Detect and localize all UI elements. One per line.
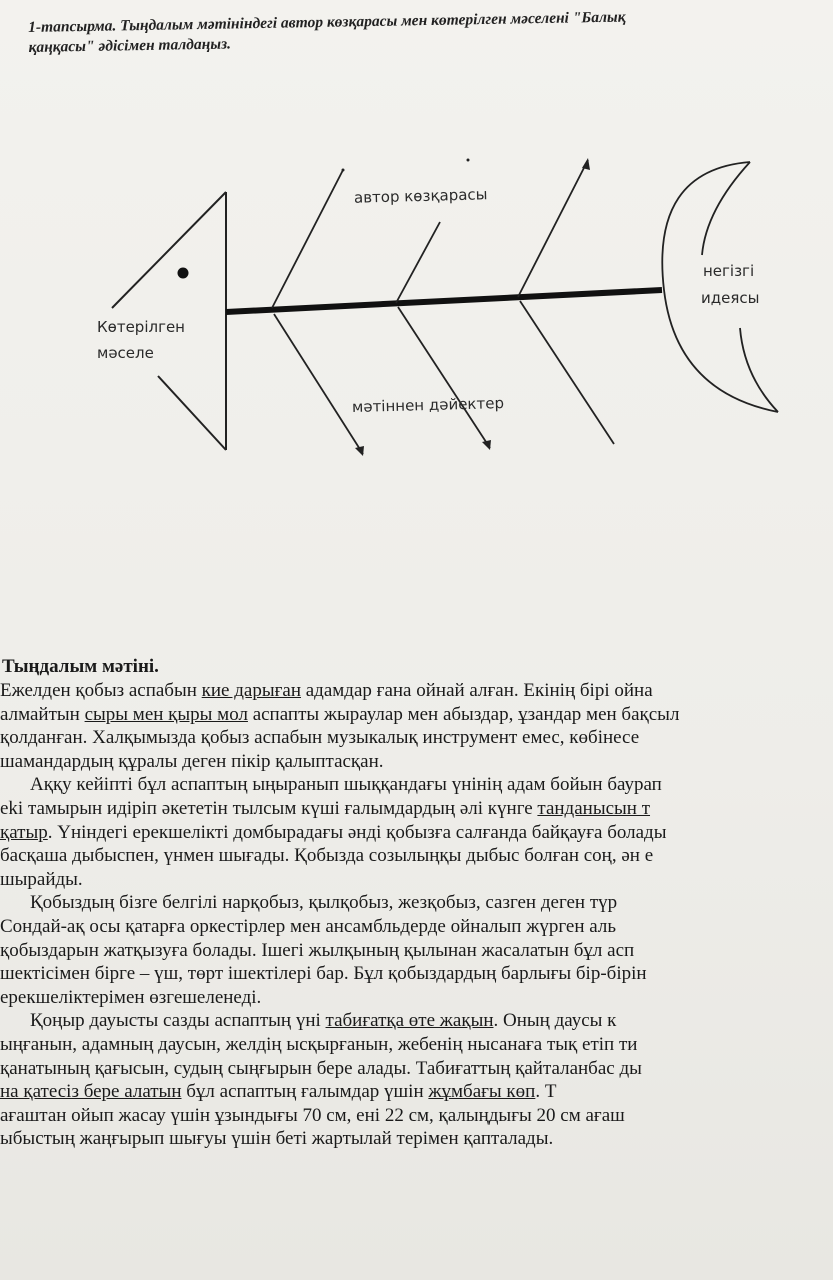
text-line: ағаштан ойып жасау үшін ұзындығы 70 см, ені 22 см, қалыңдығы 20 см ағаш: [0, 1104, 625, 1126]
text-line: [0, 797, 833, 821]
underlined-phrase: қатыр: [0, 821, 48, 843]
fish-eye: [178, 268, 189, 279]
text-heading: Тыңдалым мәтіні.: [2, 656, 159, 677]
text-span: . Т: [535, 1081, 557, 1103]
text-line: басқаша дыбыспен, үнмен шығады. Қобызда созылыңқы дыбыс болған соң, ән е: [0, 845, 654, 867]
fish-spine: [226, 290, 662, 312]
underlined-phrase: жұмбағы көп: [428, 1081, 536, 1103]
task-text-line1: Тыңдалым мәтініндегі автор көзқарасы мен көтерілген мәселені "Балық: [116, 8, 626, 35]
underlined-phrase: сыры мен қыры мол: [84, 703, 248, 725]
underlined-phrase: табиғатқа өте жақын: [325, 1010, 494, 1032]
text-span: Ежелден қобыз аспабын: [0, 680, 202, 701]
text-line: Аққу кейіпті бұл аспаптың ыңыранып шыққандағы үнінің адам бойын баурап: [30, 774, 662, 796]
label-problem-1: Көтерілген: [97, 318, 185, 336]
text-line: шектісімен бірге – үш, төрт ішектілері бар. Бұл қобыздардың барлығы бір-бірін: [0, 963, 647, 985]
text-span: . Үніндегі ерекшелікті домбырадағы әнді қобызға салғанда байқауға болады: [47, 821, 667, 843]
underlined-phrase: на қатесіз бере алатын: [0, 1081, 182, 1103]
listening-text: [0, 655, 833, 1151]
text-line: ерекшеліктерімен өзгешеленеді.: [0, 986, 262, 1008]
text-line: Қобыздың бізге белгілі нарқобыз, қылқобыз, жезқобыз, сазген деген түр: [30, 892, 618, 914]
text-line: [0, 1009, 833, 1033]
text-line: [0, 679, 833, 703]
task-text-line2: қаңқасы" әдісімен талдаңыз.: [28, 35, 232, 56]
text-line: қанатының қағысын, судың сыңғырын бере алады. Табиғаттың қайталанбас ды: [0, 1057, 642, 1079]
text-span: Қоңыр дауысты сазды аспаптың үні: [30, 1010, 326, 1032]
underlined-phrase: танданысын т: [537, 797, 651, 819]
text-span: ekі тамырын идіріп әкететін тылсым күші ғалымдардың әлі күнге: [0, 797, 538, 819]
text-line: Сондай-ақ осы қатарға оркестірлер мен ансамбльдерде ойналып жүрген аль: [0, 915, 616, 937]
underlined-phrase: кие дарыған: [201, 680, 301, 701]
text-line: [0, 1080, 833, 1104]
text-line: қолданған. Халқымызда қобыз аспабын музыкалық инструмент емес, көбінесе: [0, 727, 640, 749]
label-main-idea-1: негізгі: [703, 262, 755, 280]
text-line: [0, 703, 833, 727]
text-span: аспапты жыраулар мен абыздар, ұзандар мен бақсыл: [247, 703, 680, 725]
label-problem-2: мәселе: [97, 344, 154, 362]
text-line: шамандардың құралы деген пікір қалыптасқан.: [0, 750, 384, 772]
text-line: қобыздарын жатқызуға болады. Ішегі жылқының қылынан жасалатын бұл асп: [0, 939, 635, 961]
label-author-view: автор көзқарасы: [353, 185, 488, 207]
text-line: шырайды.: [0, 868, 83, 890]
text-span: бұл аспаптың ғалымдар үшін: [181, 1081, 429, 1103]
text-line: ыңғанын, адамның даусын, желдің ысқырғанын, жебенің нысанаға тық етіп ти: [0, 1033, 638, 1055]
text-span: адамдар ғана ойнай алған. Екінің бірі ойна: [301, 680, 653, 701]
text-line: ыбыстың жаңғырып шығуы үшін беті жартылай терімен қапталады.: [0, 1128, 554, 1150]
text-span: . Оның даусы к: [493, 1010, 617, 1032]
task-number: 1-тапсырма.: [28, 17, 117, 36]
task-instruction: [28, 4, 829, 58]
text-line: [0, 821, 833, 845]
label-evidence: мәтіннен дәйектер: [351, 394, 505, 416]
label-main-idea-2: идеясы: [701, 289, 760, 307]
lower-bones: [274, 301, 614, 454]
text-span: алмайтын: [0, 703, 85, 725]
